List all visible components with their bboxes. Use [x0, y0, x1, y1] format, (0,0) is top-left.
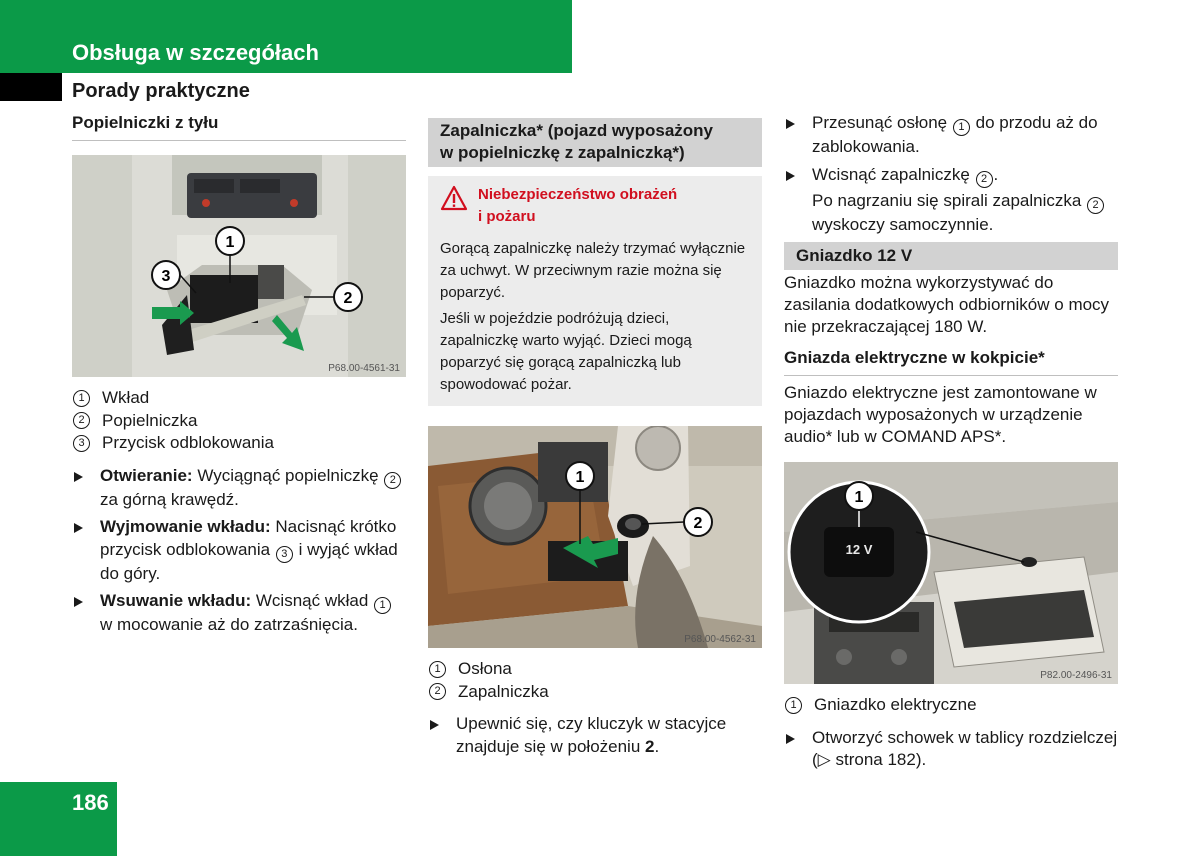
chapter-title: Obsługa w szczegółach	[72, 40, 319, 65]
callout-number: 1	[73, 390, 90, 407]
page-reference-arrow-icon: ▷	[817, 750, 831, 769]
bullet-triangle-icon	[786, 119, 795, 129]
warning-triangle-icon	[440, 185, 468, 211]
figure-code: P82.00-2496-31	[1040, 670, 1112, 681]
legend-item	[72, 432, 406, 455]
warning-title: Niebezpieczeństwo obrażeń i pożaru	[440, 184, 750, 228]
glovebox-socket-illustration	[784, 462, 1118, 684]
legend-item	[72, 410, 406, 433]
callout-number: 2	[976, 171, 993, 188]
legend-label: Przycisk odblokowania	[102, 433, 274, 452]
callout-number: 1	[785, 697, 802, 714]
svg-text:12 V: 12 V	[845, 542, 873, 557]
callout-number: 1	[374, 597, 391, 614]
warning-box	[428, 176, 762, 406]
rear-ashtray-illustration	[72, 155, 406, 377]
bullet-triangle-icon	[430, 720, 439, 730]
bullet-triangle-icon	[74, 523, 83, 533]
rear-ashtray-instructions	[72, 465, 406, 637]
cockpit-socket-description: Gniazdo elektryczne jest zamontowane w pojazdach wyposażonych w urządzenie audio* lub w COMAND APS*.	[784, 383, 1097, 446]
legend-label: Popielniczka	[102, 410, 198, 430]
svg-text:1: 1	[575, 469, 585, 486]
rear-ashtray-figure	[72, 155, 406, 377]
legend-label: Osłona	[458, 659, 512, 678]
bullet-triangle-icon	[786, 171, 795, 181]
section-title: Porady praktyczne	[72, 80, 250, 102]
page-number-tab	[0, 782, 117, 856]
socket-figure	[784, 462, 1118, 684]
rear-ashtray-legend	[72, 387, 406, 455]
socket-heading: Gniazdko 12 V	[784, 242, 1118, 270]
svg-text:3: 3	[161, 268, 171, 285]
instruction-item: Wyjmowanie wkładu: Nacisnąć krótko przycisk odblokowania 3 i wyjąć wkład do góry.	[72, 516, 406, 585]
legend-item	[784, 694, 1118, 717]
bullet-triangle-icon	[74, 597, 83, 607]
legend-label: Zapalniczka	[458, 681, 549, 701]
callout-number: 2	[1087, 197, 1104, 214]
center-console-illustration	[428, 426, 762, 648]
column-power-socket	[784, 112, 1118, 777]
legend-item	[72, 387, 406, 410]
column-rear-ashtrays	[72, 112, 406, 642]
figure-code: P68.00-4561-31	[328, 363, 400, 374]
callout-number: 1	[953, 119, 970, 136]
socket-description: Gniazdko można wykorzystywać do zasilania dodatkowych odbiorników o mocy nie przekraczającej 180 W.	[784, 273, 1110, 336]
instruction-item: Otwieranie: Wyciągnąć popielniczkę 2 za górną krawędź.	[72, 465, 406, 512]
bullet-triangle-icon	[74, 472, 83, 482]
section-marker	[0, 73, 62, 101]
svg-text:1: 1	[225, 234, 235, 251]
svg-text:2: 2	[693, 515, 703, 532]
callout-number: 2	[384, 472, 401, 489]
instruction-item: Wsuwanie wkładu: Wcisnąć wkład 1 w mocowanie aż do zatrzaśnięcia.	[72, 590, 406, 637]
lighter-legend	[428, 658, 762, 703]
lighter-figure	[428, 426, 762, 648]
callout-number: 3	[73, 435, 90, 452]
page-number: 186	[72, 790, 109, 815]
svg-text:1: 1	[854, 489, 864, 506]
callout-number: 3	[276, 546, 293, 563]
rear-ashtrays-heading: Popielniczki z tyłu	[72, 112, 406, 141]
legend-item	[428, 681, 762, 704]
legend-item	[428, 658, 762, 681]
legend-label: Gniazdko elektryczne	[814, 695, 977, 714]
instruction-item: Przesunąć osłonę 1 do przodu aż do zablokowania.	[784, 112, 1118, 159]
lighter-heading: Zapalniczka* (pojazd wyposażony w popielniczkę z zapalniczką*)	[428, 118, 762, 167]
svg-text:2: 2	[343, 290, 353, 307]
instruction-item: Otworzyć schowek w tablicy rozdzielczej (▷ strona 182).	[784, 727, 1118, 772]
callout-number: 1	[429, 661, 446, 678]
chapter-header	[0, 0, 572, 73]
figure-code: P68.00-4562-31	[684, 634, 756, 645]
instruction-item: Upewnić się, czy kluczyk w stacyjce znajduje się w położeniu 2.	[428, 713, 762, 758]
warning-text: Gorącą zapalniczkę należy trzymać wyłącznie za uchwyt. W przeciwnym razie można się poparzyć. Jeśli w pojeździe podróżują dzieci, zapalniczkę warto wyjąć. Dzieci mogą poparzyć się gorącą zapalniczką lub spowodować pożar.	[440, 240, 746, 393]
instruction-item: Wcisnąć zapalniczkę 2 .	[784, 164, 1118, 188]
column-cigarette-lighter	[428, 118, 762, 763]
lighter-instructions	[428, 713, 762, 758]
lighter-instructions-continued	[784, 112, 1118, 236]
page-reference-link[interactable]: strona 182).	[835, 750, 927, 769]
socket-instructions	[784, 727, 1118, 772]
callout-number: 2	[429, 683, 446, 700]
legend-label: Wkład	[102, 388, 150, 407]
callout-number: 2	[73, 412, 90, 429]
bullet-triangle-icon	[786, 734, 795, 744]
cockpit-socket-heading: Gniazda elektryczne w kokpicie*	[784, 347, 1118, 376]
instruction-note: Po nagrzaniu się spirali zapalniczka 2 wyskoczy samoczynnie.	[784, 190, 1118, 237]
socket-legend	[784, 694, 1118, 717]
